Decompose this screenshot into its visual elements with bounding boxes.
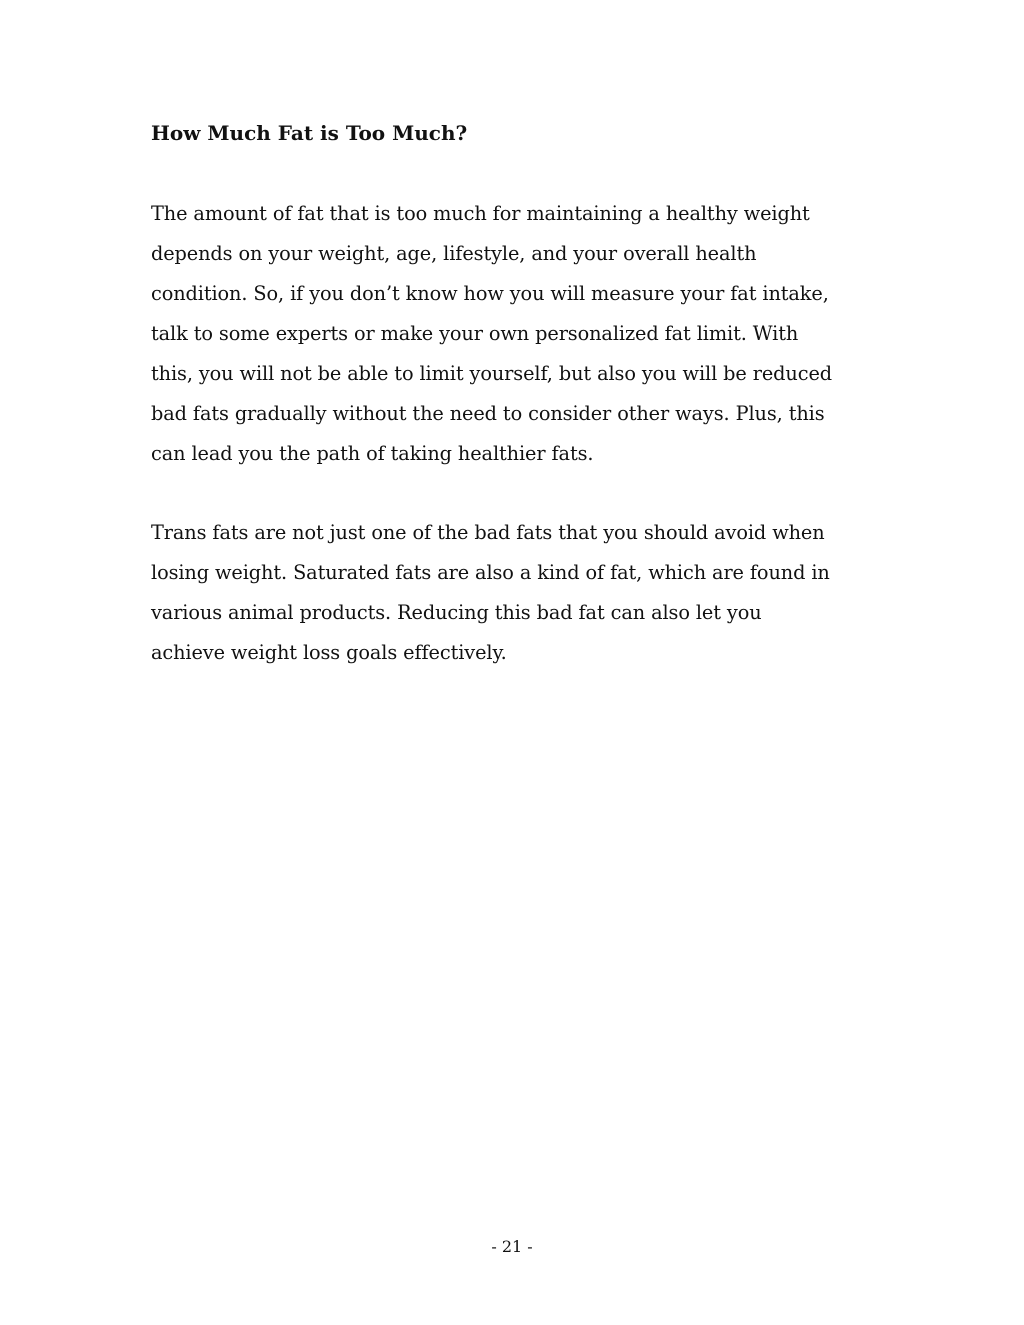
paragraph-line: losing weight. Saturated fats are also a kind of fat, which are found in — [151, 561, 830, 584]
paragraph-line: Trans fats are not just one of the bad fats that you should avoid when — [151, 521, 825, 544]
paragraph-line: this, you will not be able to limit yourself, but also you will be reduced — [151, 362, 832, 385]
paragraph-line: condition. So, if you don’t know how you will measure your fat intake, — [151, 282, 829, 305]
paragraph-line: achieve weight loss goals effectively. — [151, 641, 507, 664]
paragraph-line: various animal products. Reducing this bad fat can also let you — [151, 601, 762, 624]
paragraph-line: can lead you the path of taking healthier fats. — [151, 442, 594, 465]
paragraph-line: talk to some experts or make your own personalized fat limit. With — [151, 322, 799, 345]
paragraph-line: The amount of fat that is too much for maintaining a healthy weight — [151, 202, 810, 225]
paragraph-2 — [151, 513, 830, 673]
paragraph-1 — [151, 194, 832, 474]
section-heading: How Much Fat is Too Much? — [151, 121, 468, 145]
paragraph-line: depends on your weight, age, lifestyle, and your overall health — [151, 242, 757, 265]
paragraph-line: bad fats gradually without the need to consider other ways. Plus, this — [151, 402, 825, 425]
page-number: - 21 - — [491, 1237, 533, 1256]
